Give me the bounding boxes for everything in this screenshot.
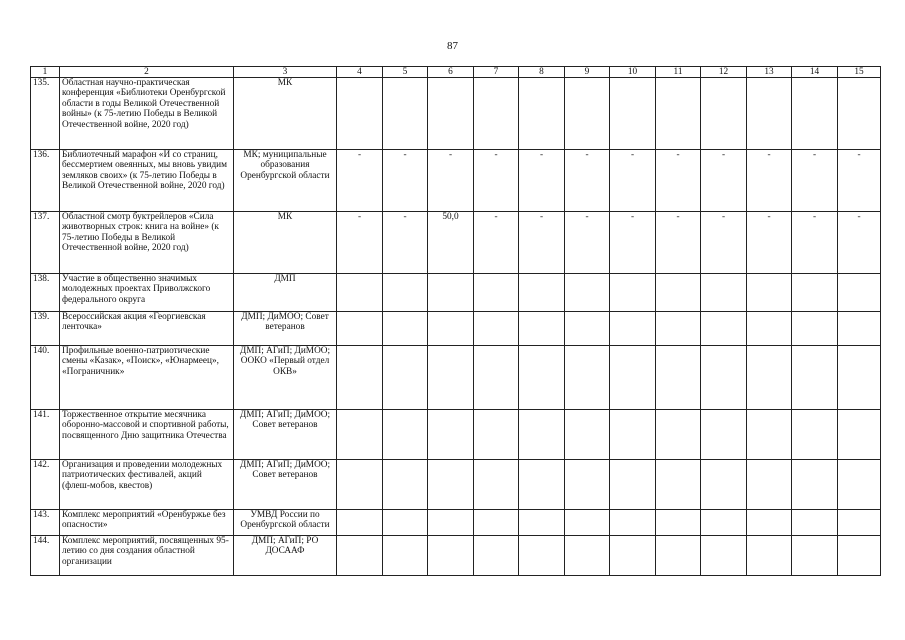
funding-value <box>792 312 838 346</box>
column-header: 3 <box>234 67 337 78</box>
funding-value <box>747 460 792 510</box>
funding-value <box>747 78 792 150</box>
executor: МК <box>234 212 337 274</box>
funding-value: - <box>383 150 428 212</box>
funding-value <box>610 410 656 460</box>
funding-value <box>610 78 656 150</box>
funding-value: - <box>792 150 838 212</box>
funding-value <box>519 346 565 410</box>
table-row <box>31 150 881 212</box>
funding-value: - <box>838 150 881 212</box>
executor: МК; муниципальные образования Оренбургской области <box>234 150 337 212</box>
column-header: 13 <box>747 67 792 78</box>
column-header: 9 <box>565 67 610 78</box>
funding-value <box>656 78 701 150</box>
column-header: 15 <box>838 67 881 78</box>
funding-value <box>428 312 474 346</box>
funding-value <box>656 274 701 312</box>
funding-value <box>383 510 428 536</box>
funding-value <box>474 346 519 410</box>
executor: ДМП; АГиП; ДиМОО; Совет ветеранов <box>234 460 337 510</box>
funding-value: - <box>474 212 519 274</box>
table-row <box>31 274 881 312</box>
funding-value <box>701 312 747 346</box>
event-name: Торжественное открытие месячника оборонно-массовой и спортивной работы, посвященного Дню защитника Отечества <box>60 410 234 460</box>
funding-value <box>656 312 701 346</box>
funding-value <box>838 346 881 410</box>
funding-value <box>428 460 474 510</box>
row-number: 136. <box>31 150 60 212</box>
page-number: 87 <box>447 40 458 52</box>
row-number: 142. <box>31 460 60 510</box>
column-header: 12 <box>701 67 747 78</box>
funding-value <box>838 274 881 312</box>
table-row <box>31 212 881 274</box>
funding-value <box>656 346 701 410</box>
funding-value <box>565 346 610 410</box>
column-header: 10 <box>610 67 656 78</box>
funding-value <box>838 312 881 346</box>
funding-value <box>428 346 474 410</box>
row-number: 140. <box>31 346 60 410</box>
funding-value <box>747 510 792 536</box>
column-header: 14 <box>792 67 838 78</box>
column-header: 7 <box>474 67 519 78</box>
funding-value <box>610 274 656 312</box>
row-number: 139. <box>31 312 60 346</box>
funding-value <box>337 460 383 510</box>
funding-value <box>383 274 428 312</box>
funding-value: - <box>656 150 701 212</box>
funding-value: - <box>656 212 701 274</box>
funding-value <box>747 312 792 346</box>
funding-value <box>565 274 610 312</box>
table-row <box>31 510 881 536</box>
funding-value: - <box>474 150 519 212</box>
funding-value <box>428 410 474 460</box>
funding-value <box>565 410 610 460</box>
funding-value <box>383 78 428 150</box>
funding-value: - <box>565 150 610 212</box>
column-header: 11 <box>656 67 701 78</box>
funding-value <box>701 78 747 150</box>
executor: ДМП <box>234 274 337 312</box>
funding-value: - <box>337 150 383 212</box>
funding-value <box>792 346 838 410</box>
funding-value <box>474 78 519 150</box>
funding-value <box>656 536 701 576</box>
executor: ДМП; ДиМОО; Совет ветеранов <box>234 312 337 346</box>
funding-value: - <box>383 212 428 274</box>
funding-value <box>792 536 838 576</box>
funding-value <box>337 312 383 346</box>
executor: УМВД России по Оренбургской области <box>234 510 337 536</box>
funding-value <box>838 536 881 576</box>
column-header: 5 <box>383 67 428 78</box>
table-row <box>31 460 881 510</box>
column-header: 8 <box>519 67 565 78</box>
funding-value <box>565 460 610 510</box>
funding-value: 50,0 <box>428 212 474 274</box>
funding-value: - <box>701 150 747 212</box>
funding-value <box>383 312 428 346</box>
funding-value <box>474 510 519 536</box>
event-name: Комплекс мероприятий, посвященных 95-летию со дня создания областной организации <box>60 536 234 576</box>
executor: МК <box>234 78 337 150</box>
funding-value <box>701 460 747 510</box>
funding-value: - <box>701 212 747 274</box>
funding-value: - <box>610 150 656 212</box>
funding-value <box>337 274 383 312</box>
event-name: Областная научно-практическая конференция «Библиотеки Оренбургской области в годы Великой Отечественной войны» (к 75-летию Победы в Великой Отечественной войне, 2020 год) <box>60 78 234 150</box>
funding-value <box>474 460 519 510</box>
funding-value <box>701 410 747 460</box>
funding-value <box>792 78 838 150</box>
funding-value <box>474 536 519 576</box>
funding-value <box>656 510 701 536</box>
funding-value <box>474 274 519 312</box>
funding-value <box>383 346 428 410</box>
funding-value: - <box>519 212 565 274</box>
funding-value <box>610 510 656 536</box>
funding-value <box>838 78 881 150</box>
funding-value <box>337 346 383 410</box>
row-number: 141. <box>31 410 60 460</box>
funding-value <box>565 510 610 536</box>
funding-value <box>565 78 610 150</box>
funding-value <box>519 312 565 346</box>
row-number: 144. <box>31 536 60 576</box>
column-header: 4 <box>337 67 383 78</box>
funding-value <box>519 536 565 576</box>
funding-value <box>565 536 610 576</box>
funding-value <box>383 410 428 460</box>
funding-value: - <box>337 212 383 274</box>
funding-value <box>610 346 656 410</box>
funding-value <box>747 536 792 576</box>
table-row <box>31 536 881 576</box>
funding-value <box>565 312 610 346</box>
row-number: 138. <box>31 274 60 312</box>
column-header: 2 <box>60 67 234 78</box>
table-row <box>31 312 881 346</box>
funding-value <box>701 536 747 576</box>
funding-value <box>519 510 565 536</box>
funding-value <box>337 410 383 460</box>
funding-value: - <box>747 212 792 274</box>
event-name: Всероссийская акция «Георгиевская ленточка» <box>60 312 234 346</box>
event-name: Библиотечный марафон «И со страниц, бессмертием овеянных, мы вновь увидим земляков своих» (к 75-летию Победы в Великой Отечественной войне, 2020 год) <box>60 150 234 212</box>
funding-value: - <box>838 212 881 274</box>
funding-value <box>610 536 656 576</box>
funding-value <box>474 410 519 460</box>
funding-value <box>428 536 474 576</box>
funding-value <box>337 536 383 576</box>
row-number: 143. <box>31 510 60 536</box>
column-header: 1 <box>31 67 60 78</box>
funding-value <box>838 410 881 460</box>
funding-value <box>383 460 428 510</box>
table-row <box>31 410 881 460</box>
funding-value <box>792 510 838 536</box>
table-body <box>31 78 881 576</box>
funding-value <box>747 346 792 410</box>
funding-value <box>519 460 565 510</box>
funding-value: - <box>519 150 565 212</box>
funding-value <box>610 460 656 510</box>
funding-value <box>701 274 747 312</box>
event-name: Областной смотр буктрейлеров «Сила животворных строк: книга на войне» (к 75-летию Победы в Великой Отечественной войне, 2020 год) <box>60 212 234 274</box>
executor: ДМП; АГиП; ДиМОО; ООКО «Первый отдел ОКВ» <box>234 346 337 410</box>
funding-value <box>792 274 838 312</box>
funding-value <box>610 312 656 346</box>
funding-value: - <box>428 150 474 212</box>
column-header: 6 <box>428 67 474 78</box>
funding-value <box>337 510 383 536</box>
funding-value <box>838 460 881 510</box>
funding-value <box>838 510 881 536</box>
header-row <box>31 67 881 78</box>
funding-value <box>701 510 747 536</box>
funding-value <box>656 460 701 510</box>
funding-value: - <box>565 212 610 274</box>
event-name: Профильные военно-патриотические смены «Казак», «Поиск», «Юнармеец», «Пограничник» <box>60 346 234 410</box>
table-row <box>31 346 881 410</box>
event-name: Участие в общественно значимых молодежных проектах Приволжского федерального округа <box>60 274 234 312</box>
funding-value <box>747 274 792 312</box>
event-name: Комплекс мероприятий «Оренбуржье без опасности» <box>60 510 234 536</box>
funding-value <box>747 410 792 460</box>
funding-value <box>519 410 565 460</box>
funding-value <box>428 510 474 536</box>
event-name: Организация и проведении молодежных патриотических фестивалей, акций (флеш-мобов, квестов) <box>60 460 234 510</box>
funding-value: - <box>792 212 838 274</box>
funding-value <box>519 78 565 150</box>
row-number: 135. <box>31 78 60 150</box>
funding-value <box>519 274 565 312</box>
funding-value <box>428 78 474 150</box>
row-number: 137. <box>31 212 60 274</box>
table-row <box>31 78 881 150</box>
funding-value <box>337 78 383 150</box>
funding-value <box>792 410 838 460</box>
funding-value <box>701 346 747 410</box>
funding-value <box>474 312 519 346</box>
funding-value <box>428 274 474 312</box>
executor: ДМП; АГиП; РО ДОСААФ <box>234 536 337 576</box>
funding-value <box>792 460 838 510</box>
executor: ДМП; АГиП; ДиМОО; Совет ветеранов <box>234 410 337 460</box>
funding-value: - <box>610 212 656 274</box>
funding-value <box>656 410 701 460</box>
funding-value <box>383 536 428 576</box>
funding-value: - <box>747 150 792 212</box>
program-table <box>30 66 881 576</box>
